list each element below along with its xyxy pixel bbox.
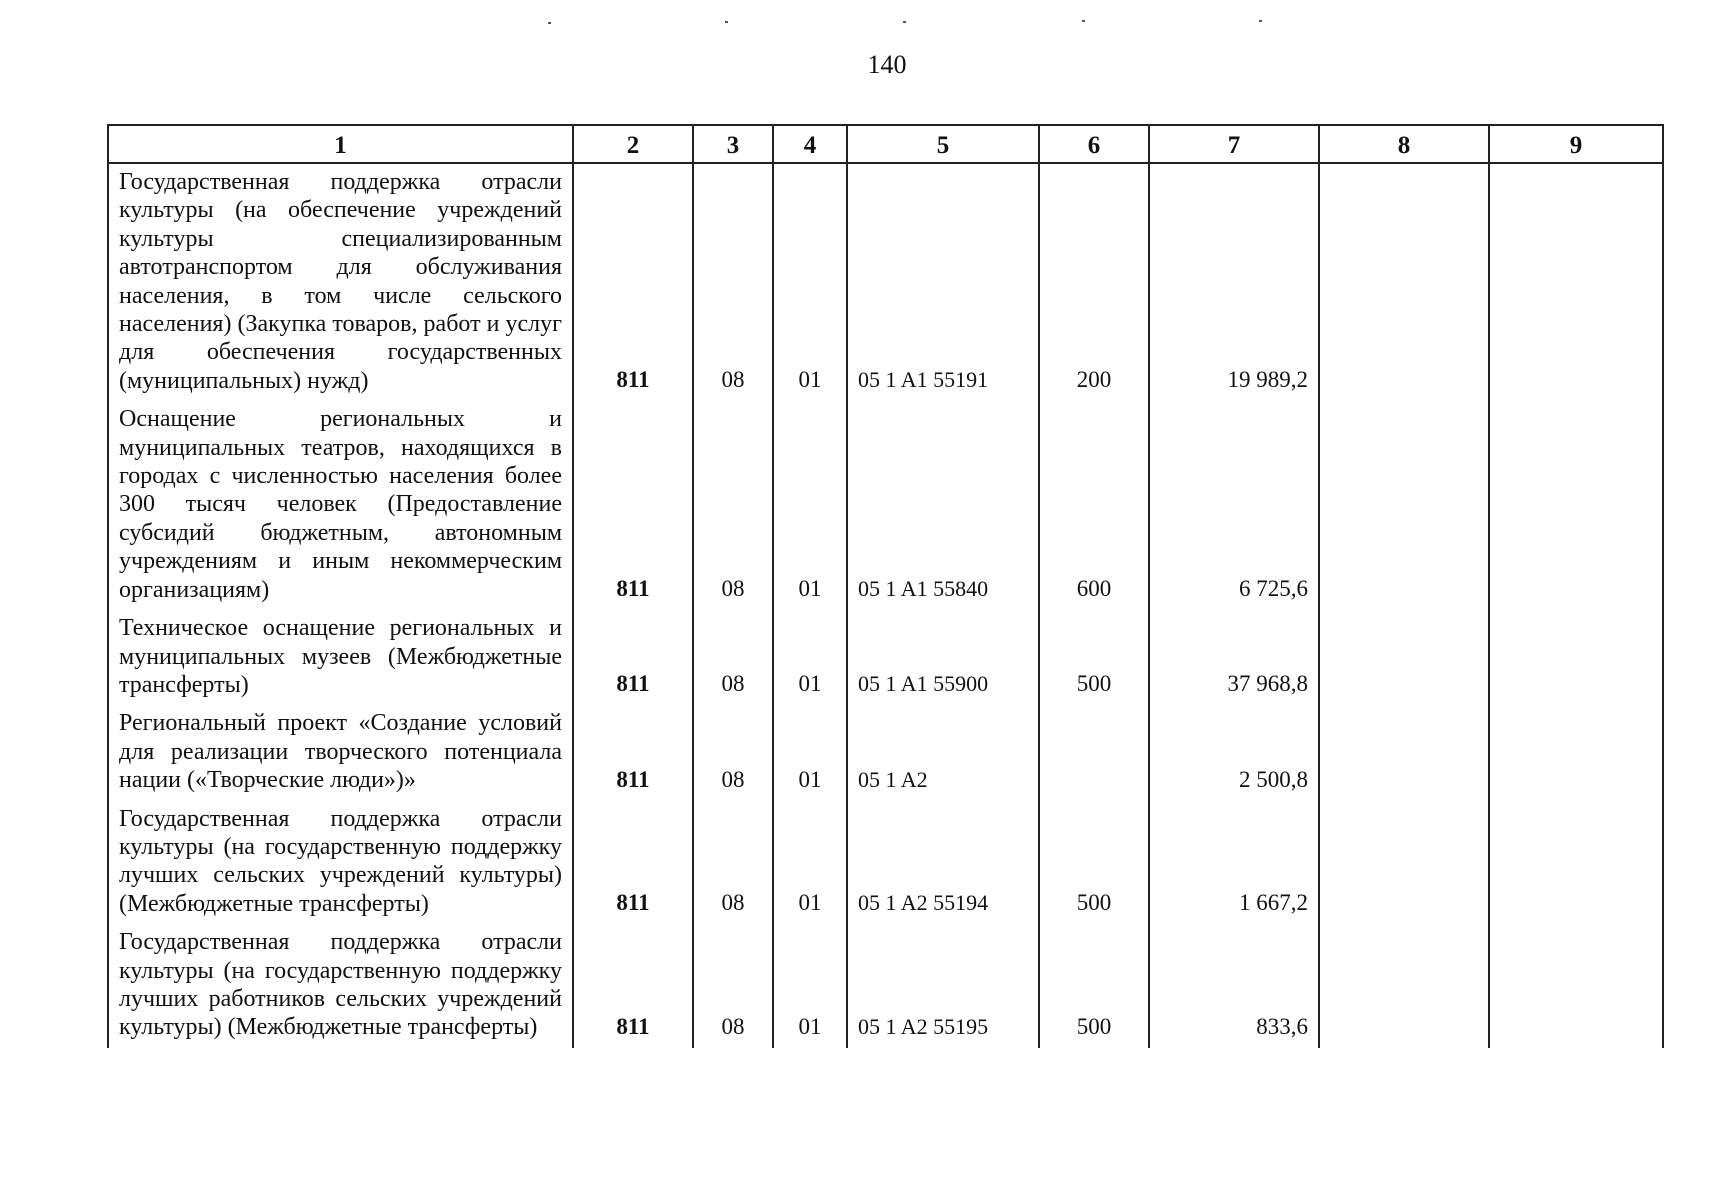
row-target-code: 05 1 A1 55191 (847, 163, 1039, 401)
row-expense-type: 500 (1039, 924, 1149, 1048)
row-col9 (1489, 163, 1663, 401)
row-admin-code: 811 (573, 401, 693, 610)
row-target-code: 05 1 A2 (847, 705, 1039, 800)
row-amount: 19 989,2 (1149, 163, 1319, 401)
row-subsection: 01 (773, 801, 847, 925)
row-section: 08 (693, 924, 773, 1048)
row-expense-type: 500 (1039, 801, 1149, 925)
row-subsection: 01 (773, 610, 847, 705)
row-col9 (1489, 705, 1663, 800)
header-row (108, 125, 1663, 163)
column-header: 6 (1039, 125, 1149, 163)
row-admin-code: 811 (573, 705, 693, 800)
row-col8 (1319, 401, 1489, 610)
row-section: 08 (693, 163, 773, 401)
row-expense-type: 500 (1039, 610, 1149, 705)
row-col9 (1489, 801, 1663, 925)
row-col8 (1319, 610, 1489, 705)
scan-mark (548, 22, 551, 24)
row-description: Государственная поддержка отрасли культуры (на государственную поддержку лучших работников сельских учреждений культуры) (Межбюджетные трансферты) (108, 924, 573, 1048)
table-row (108, 924, 1663, 1048)
row-admin-code: 811 (573, 801, 693, 925)
row-col9 (1489, 924, 1663, 1048)
row-description: Государственная поддержка отрасли культуры (на государственную поддержку лучших сельских учреждений культуры) (Межбюджетные трансферты) (108, 801, 573, 925)
table-row (108, 163, 1663, 401)
row-section: 08 (693, 401, 773, 610)
row-amount: 833,6 (1149, 924, 1319, 1048)
row-col8 (1319, 924, 1489, 1048)
row-col8 (1319, 163, 1489, 401)
row-col9 (1489, 401, 1663, 610)
row-section: 08 (693, 801, 773, 925)
row-description: Государственная поддержка отрасли культуры (на обеспечение учреждений культуры специализированным автотранспортом для обслуживания населения, в том числе сельского населения) (Закупка товаров, работ и услуг для обеспечения государственных (муниципальных) нужд) (108, 163, 573, 401)
page-number: 140 (867, 50, 907, 79)
row-target-code: 05 1 A1 55900 (847, 610, 1039, 705)
row-col9 (1489, 610, 1663, 705)
row-amount: 37 968,8 (1149, 610, 1319, 705)
row-expense-type: 200 (1039, 163, 1149, 401)
column-header: 4 (773, 125, 847, 163)
row-col8 (1319, 801, 1489, 925)
row-target-code: 05 1 A2 55195 (847, 924, 1039, 1048)
scan-mark (1082, 20, 1085, 22)
row-section: 08 (693, 610, 773, 705)
column-header: 1 (108, 125, 573, 163)
row-description: Техническое оснащение региональных и муниципальных музеев (Межбюджетные трансферты) (108, 610, 573, 705)
row-col8 (1319, 705, 1489, 800)
table-body (108, 163, 1663, 1048)
column-header: 8 (1319, 125, 1489, 163)
row-description: Оснащение региональных и муниципальных театров, находящихся в городах с численностью населения более 300 тысяч человек (Предоставление субсидий бюджетным, автономным учреждениям и иным некоммерческим организациям) (108, 401, 573, 610)
table-row (108, 610, 1663, 705)
table-header (108, 125, 1663, 163)
table-row (108, 401, 1663, 610)
row-amount: 6 725,6 (1149, 401, 1319, 610)
row-subsection: 01 (773, 924, 847, 1048)
column-header: 3 (693, 125, 773, 163)
budget-table (107, 124, 1664, 1048)
table-row (108, 801, 1663, 925)
row-admin-code: 811 (573, 163, 693, 401)
column-header: 2 (573, 125, 693, 163)
row-target-code: 05 1 A2 55194 (847, 801, 1039, 925)
row-subsection: 01 (773, 401, 847, 610)
row-subsection: 01 (773, 705, 847, 800)
row-subsection: 01 (773, 163, 847, 401)
row-description: Региональный проект «Создание условий для реализации творческого потенциала нации («Творческие люди»)» (108, 705, 573, 800)
scan-mark (725, 21, 728, 23)
column-header: 5 (847, 125, 1039, 163)
column-header: 7 (1149, 125, 1319, 163)
row-section: 08 (693, 705, 773, 800)
scan-mark (903, 21, 906, 23)
column-header: 9 (1489, 125, 1663, 163)
row-target-code: 05 1 A1 55840 (847, 401, 1039, 610)
row-expense-type: 600 (1039, 401, 1149, 610)
row-amount: 2 500,8 (1149, 705, 1319, 800)
row-admin-code: 811 (573, 610, 693, 705)
scan-mark (1259, 20, 1262, 22)
row-admin-code: 811 (573, 924, 693, 1048)
row-amount: 1 667,2 (1149, 801, 1319, 925)
table-row (108, 705, 1663, 800)
row-expense-type (1039, 705, 1149, 800)
